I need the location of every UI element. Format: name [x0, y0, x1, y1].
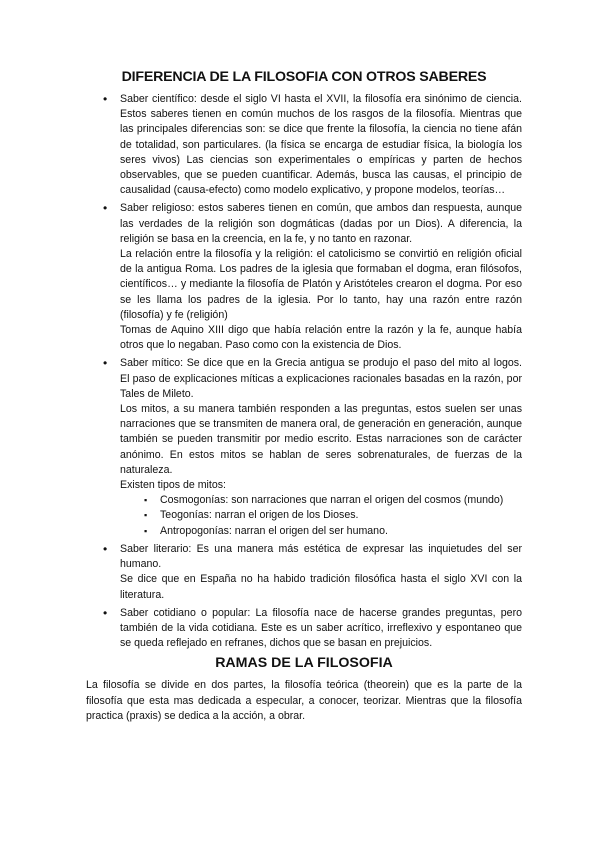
list-item-religious	[86, 201, 522, 353]
paragraph: • Saber científico: desde el siglo VI hasta el XVII, la filosofía era sinónimo de ciencia. Estos saberes tienen en común muchos de los rasgos de la filosofía. Mientras que las principales diferencias son: se dice que frente la filosofía, la ciencia no tiene afán de totalidad, son particulares. (la física se encarga de estudiar física, la biología los seres vivos) Las ciencias son experimentales o empíricas y parten de hechos observables, que se pueden cuantificar. Además, busca las causas, el principio de causalidad (causa-efecto) como modelo explicativo, y propone modelos, teorías…	[120, 93, 522, 197]
paragraph: • Saber religioso: estos saberes tienen en común, que ambos dan respuesta, aunque las verdades de la religión son dogmáticas (dadas por un Dios). A diferencia, la religión se basa en la creencia, en la fe, y no tanto en razonar.	[120, 202, 522, 245]
paragraph: Se dice que en España no ha habido tradición filosófica hasta el siglo XVI con la literatura.	[120, 573, 522, 601]
list-item-scientific	[86, 92, 522, 198]
paragraph: • Saber mítico: Se dice que en la Grecia antigua se produjo el paso del mito al logos. El paso de explicaciones míticas a explicaciones racionales basadas en la razón, por Tales de Mileto.	[120, 357, 522, 400]
document-title: DIFERENCIA DE LA FILOSOFIA CON OTROS SABERES	[121, 69, 487, 85]
list-item-popular	[86, 606, 522, 652]
sublist-item: ▪ Teogonías: narran el origen de los Dioses.	[120, 508, 522, 523]
sublist-item: ▪ Antropogonías: narran el origen del ser humano.	[120, 524, 522, 539]
paragraph: Los mitos, a su manera también responden a las preguntas, estos suelen ser unas narraciones que se transmiten de manera oral, de generación en generación, aunque también se pueden transmitir por medio escrito. Estas narraciones son de carácter anónimo. En estos mitos se hablan de seres sobrenaturales, de fuerzas de la naturaleza.	[120, 403, 522, 476]
paragraph: La relación entre la filosofía y la religión: el catolicismo se convirtió en religión oficial de la antigua Roma. Los padres de la iglesia que formaban el dogma, eran filósofos, científicos… y mediante la filosofía de Platón y Aristóteles crearon el dogma. Por eso se les llama los padres de la iglesia. Por lo tanto, hay una razón entre razón (filosofía) y fe (religión)	[120, 248, 522, 321]
section-paragraph: La filosofía se divide en dos partes, la filosofía teórica (theorein) que es la parte de la filosofía que esta mas dedicada a especular, a conocer, teorizar. Mientras que la filosofía practica (praxis) se dedica a la acción, a obrar.	[86, 679, 522, 722]
paragraph: • Saber cotidiano o popular: La filosofía nace de hacerse grandes preguntas, pero también de la vida cotidiana. Este es un saber acrítico, irreflexivo y espontaneo que se queda reflejado en refranes, dichos que se basan en prejuicios.	[120, 606, 522, 650]
list-item-literary	[86, 542, 522, 603]
paragraph: Tomas de Aquino XIII digo que había relación entre la razón y la fe, aunque había otros que lo negaban. Paso como con la existencia de Dios.	[120, 324, 522, 352]
list-item-mythic	[86, 356, 522, 538]
paragraph: Existen tipos de mitos:	[120, 479, 226, 492]
myth-types-list	[120, 493, 522, 539]
sublist-item: ▪ Cosmogonías: son narraciones que narran el origen del cosmos (mundo)	[120, 493, 522, 508]
paragraph: • Saber literario: Es una manera más estética de expresar las inquietudes del ser humano.	[120, 542, 522, 571]
knowledge-list	[86, 92, 522, 651]
section-title: RAMAS DE LA FILOSOFIA	[215, 655, 393, 672]
